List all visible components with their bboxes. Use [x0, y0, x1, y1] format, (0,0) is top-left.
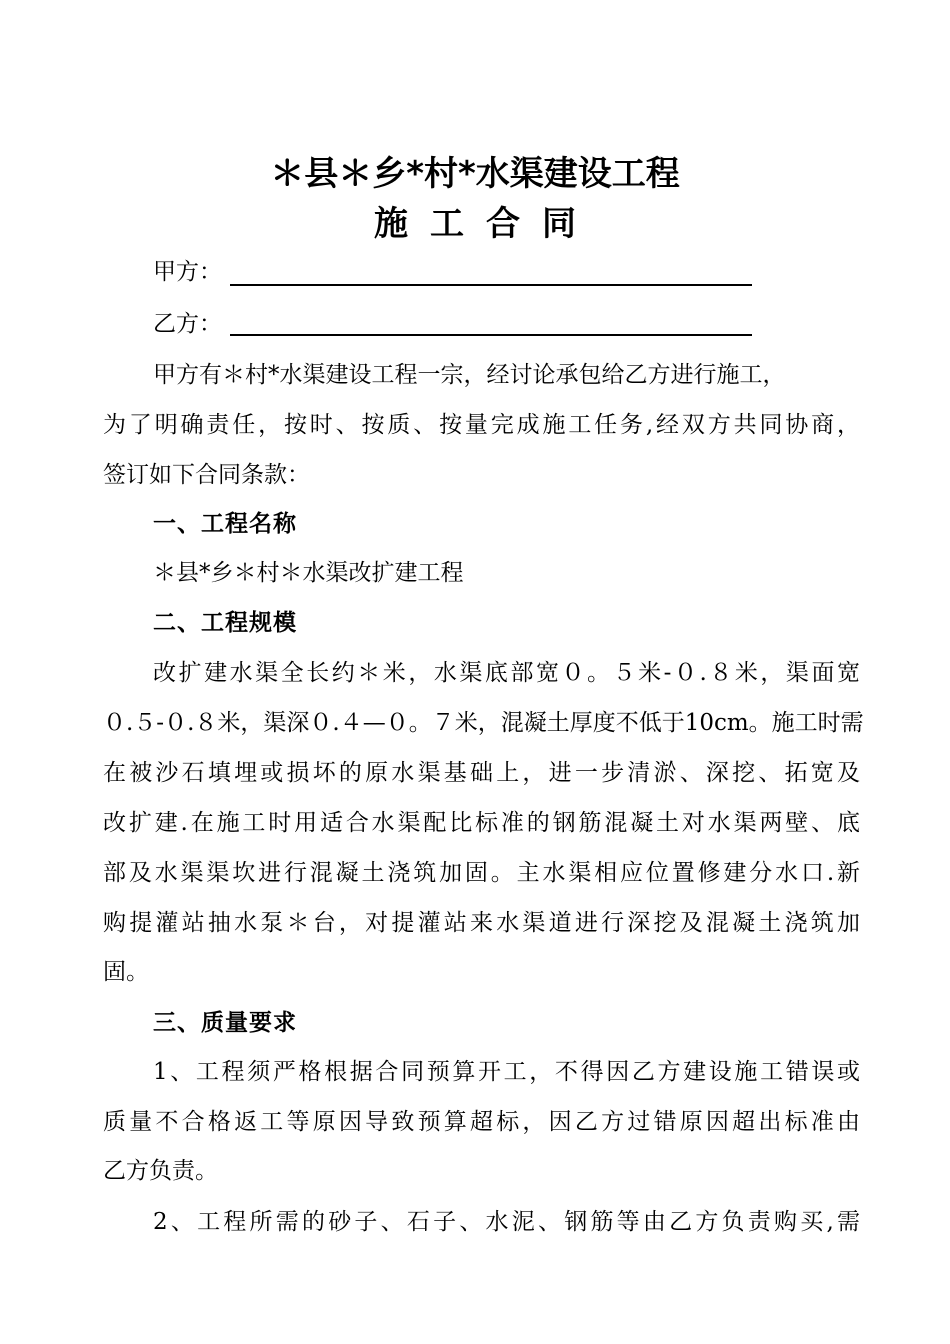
party-a-blank-line [230, 284, 752, 286]
section-1-body: ＊县*乡＊村＊水渠改扩建工程 [153, 560, 464, 586]
intro-line: 甲方有＊村*水渠建设工程一宗，经讨论承包给乙方进行施工， [153, 362, 786, 388]
section-2-body-line: 改扩建.在施工时用适合水渠配比标准的钢筋混凝土对水渠两壁、底 [103, 810, 860, 836]
section-2-body-line: 改扩建水渠全长约＊米，水渠底部宽０。５米-０.８米，渠面宽 [153, 660, 860, 686]
section-3-item-2-line: 2、工程所需的砂子、石子、水泥、钢筋等由乙方负责购买,需 [153, 1209, 860, 1235]
section-2-body-line: 在被沙石填埋或损坏的原水渠基础上，进一步清淤、深挖、拓宽及 [103, 760, 860, 786]
document-subtitle: 施工合同 [374, 204, 598, 244]
section-2-body-line: 购提灌站抽水泵＊台，对提灌站来水渠道进行深挖及混凝土浇筑加 [103, 910, 860, 936]
party-b-label: 乙方： [153, 311, 222, 337]
section-1-heading: 一、工程名称 [153, 511, 297, 537]
party-b-blank-line [230, 334, 752, 336]
party-a-label: 甲方： [153, 259, 222, 285]
intro-line: 签订如下合同条款： [103, 462, 310, 488]
section-3-heading: 三、质量要求 [153, 1010, 297, 1036]
section-2-body-line: 固。 [103, 959, 149, 985]
section-3-item-1-line: 1、工程须严格根据合同预算开工，不得因乙方建设施工错误或 [153, 1059, 860, 1085]
section-2-body-line: 部及水渠渠坎进行混凝土浇筑加固。主水渠相应位置修建分水口.新 [103, 860, 860, 886]
document-title: ＊县＊乡*村*水渠建设工程 [270, 154, 680, 194]
section-2-heading: 二、工程规模 [153, 610, 297, 636]
section-2-body-line: ０.５-０.８米，渠深０.４—０。７米，混凝土厚度不低于10cm。施工时需 [103, 710, 864, 736]
section-3-item-1-line: 乙方负责。 [103, 1158, 218, 1184]
section-3-item-1-line: 质量不合格返工等原因导致预算超标，因乙方过错原因超出标准由 [103, 1109, 860, 1135]
intro-line: 为了明确责任，按时、按质、按量完成施工任务,经双方共同协商， [103, 412, 860, 438]
